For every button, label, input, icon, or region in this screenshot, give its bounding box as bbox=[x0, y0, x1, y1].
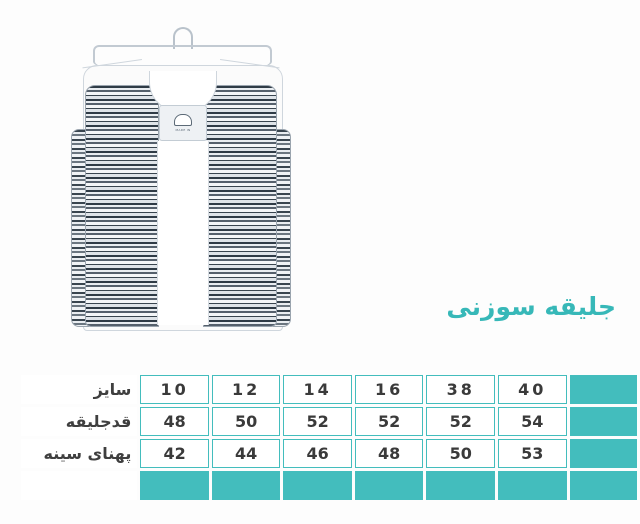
table-cell: 48 bbox=[140, 407, 209, 436]
table-cell bbox=[283, 471, 352, 500]
row-label-length: قدجلیقه bbox=[21, 407, 137, 436]
table-row bbox=[21, 439, 637, 468]
table-cell bbox=[498, 471, 567, 500]
row-accent-cell bbox=[570, 407, 637, 436]
table-cell bbox=[426, 471, 495, 500]
table-cell: 46 bbox=[283, 439, 352, 468]
row-accent-cell bbox=[570, 471, 637, 500]
table-cell: 48 bbox=[355, 439, 424, 468]
brand-label-text: MADE IN bbox=[175, 128, 191, 132]
size-header-cell: 38 bbox=[426, 375, 495, 404]
vest-front-panel-left bbox=[85, 85, 159, 327]
table-cell bbox=[355, 471, 424, 500]
table-row bbox=[21, 375, 637, 404]
row-label-size: سایز bbox=[21, 375, 137, 404]
size-header-cell: 16 bbox=[355, 375, 424, 404]
table-cell: 52 bbox=[426, 407, 495, 436]
table-cell: 52 bbox=[283, 407, 352, 436]
brand-logo-icon bbox=[174, 114, 192, 126]
size-chart-table bbox=[18, 372, 640, 503]
size-header-cell: 14 bbox=[283, 375, 352, 404]
table-row bbox=[21, 407, 637, 436]
table-cell bbox=[212, 471, 281, 500]
table-cell: 54 bbox=[498, 407, 567, 436]
table-cell: 53 bbox=[498, 439, 567, 468]
row-label-empty bbox=[21, 471, 137, 500]
page-title: جلیقه سوزنی bbox=[446, 292, 616, 321]
table-cell: 52 bbox=[355, 407, 424, 436]
row-accent-cell bbox=[570, 439, 637, 468]
vest-front-panel-right bbox=[203, 85, 277, 327]
brand-label-tag bbox=[159, 105, 207, 141]
table-cell: 44 bbox=[212, 439, 281, 468]
row-accent-cell bbox=[570, 375, 637, 404]
table-cell bbox=[140, 471, 209, 500]
vest-illustration bbox=[55, 25, 305, 345]
size-header-cell: 10 bbox=[140, 375, 209, 404]
vest-inner-lining bbox=[157, 141, 209, 325]
table-cell: 50 bbox=[212, 407, 281, 436]
vest-graphic bbox=[65, 59, 297, 341]
table-row bbox=[21, 471, 637, 500]
table-cell: 50 bbox=[426, 439, 495, 468]
size-header-cell: 12 bbox=[212, 375, 281, 404]
row-label-chest-width: پهنای سینه bbox=[21, 439, 137, 468]
table-cell: 42 bbox=[140, 439, 209, 468]
size-header-cell: 40 bbox=[498, 375, 567, 404]
